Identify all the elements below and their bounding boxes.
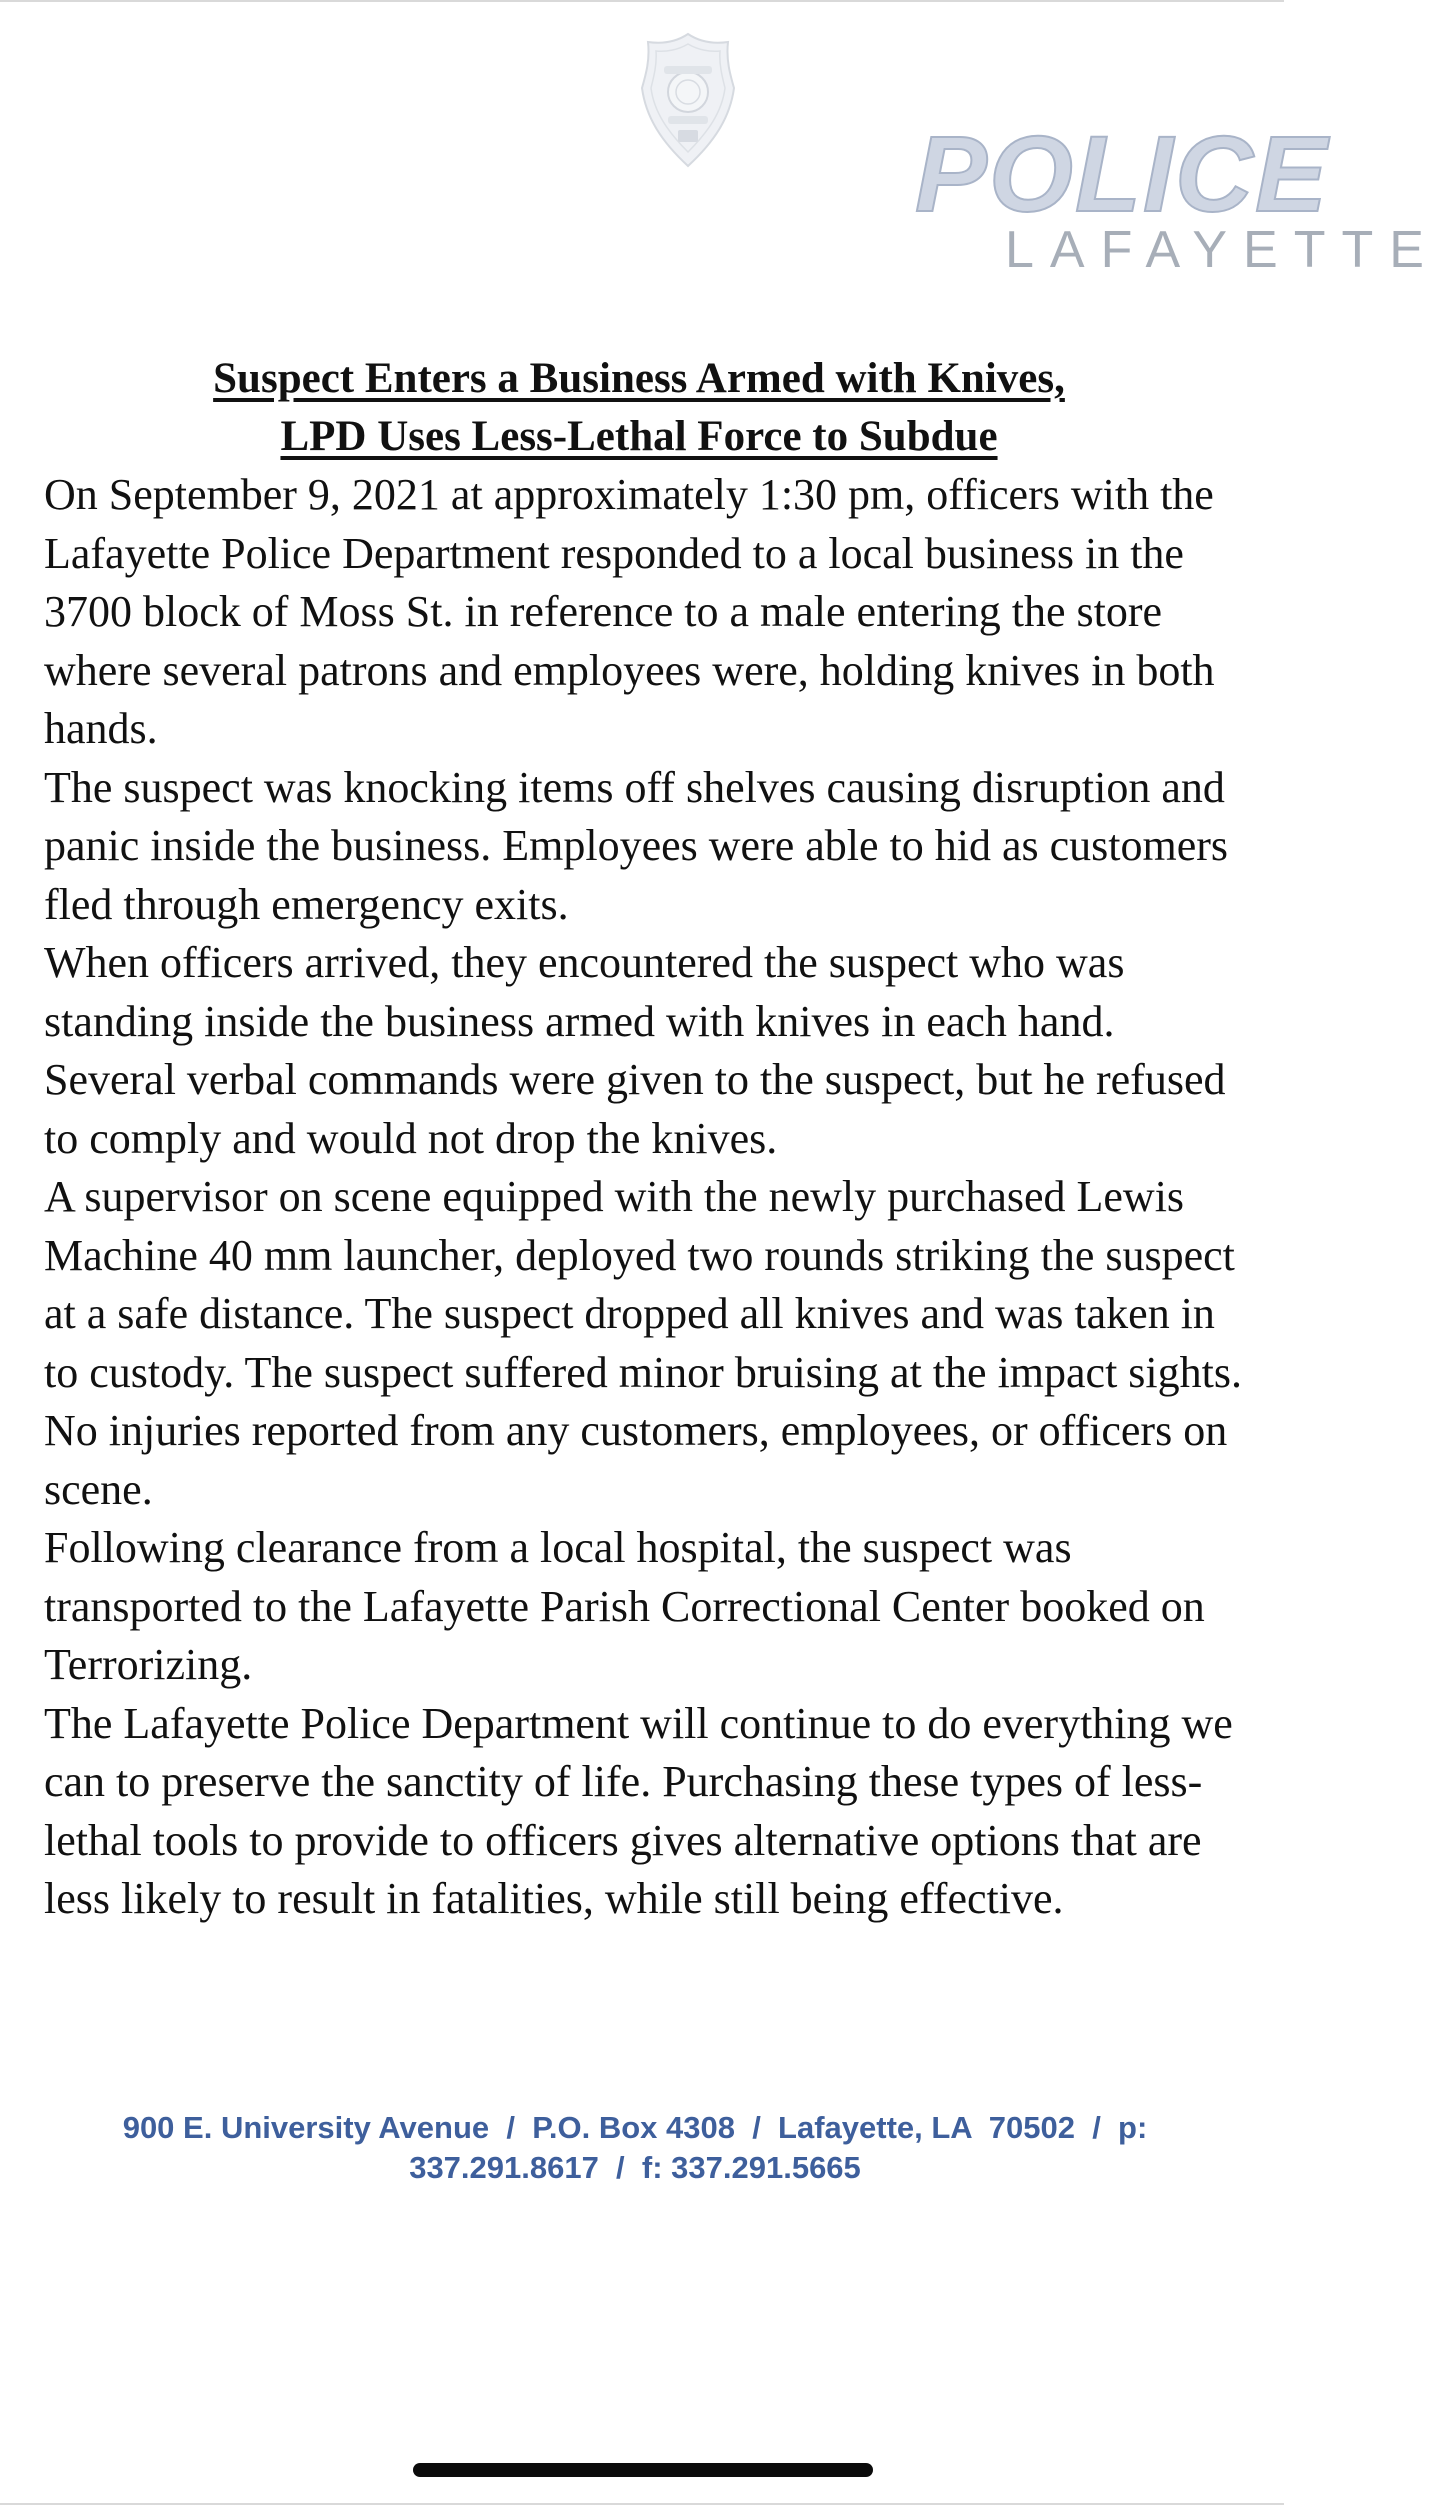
press-release <box>44 350 1244 1929</box>
police-badge-icon <box>640 30 736 170</box>
headline <box>44 350 1234 466</box>
headline-line-2: LPD Uses Less-Lethal Force to Subdue <box>280 413 998 460</box>
wordmark-police: POLICE <box>915 113 1330 234</box>
headline-line-1: Suspect Enters a Business Armed with Knives, <box>213 355 1065 402</box>
paragraph: The Lafayette Police Department will continue to do everything we can to preserve the sanctity of life. Purchasing these types of less-lethal tools to provide to officers gives alternative options that are less likely to result in fatalities, while still being effective. <box>44 1698 1233 1923</box>
footer-address-line-2: 337.291.8617 / f: 337.291.5665 <box>409 2150 861 2185</box>
home-indicator[interactable] <box>413 2463 873 2477</box>
paragraph: When officers arrived, they encountered the suspect who was standing inside the business armed with knives in each hand. Several verbal commands were given to the suspect, but he refused to comply and would not drop the knives. <box>44 938 1226 1163</box>
paragraph: Following clearance from a local hospital, the suspect was transported to the Lafayette Parish Correctional Center booked on Terrorizing. <box>44 1523 1205 1689</box>
department-wordmark <box>905 113 1440 280</box>
wordmark-lafayette: LAFAYETTE <box>1005 221 1440 279</box>
paragraph: A supervisor on scene equipped with the newly purchased Lewis Machine 40 mm launcher, deployed two rounds striking the suspect at a safe distance. The suspect dropped all knives and was taken in to custody. The suspect suffered minor bruising at the impact sights. No injuries reported from any customers, employees, or officers on scene. <box>44 1172 1242 1514</box>
footer-address-line-1: 900 E. University Avenue / P.O. Box 4308 / Lafayette, LA 70502 / p: <box>122 2110 1148 2145</box>
paragraph: The suspect was knocking items off shelves causing disruption and panic inside the business. Employees were able to hid as customers fled through emergency exits. <box>44 762 1229 929</box>
footer-address <box>40 2108 1230 2188</box>
paragraph: On September 9, 2021 at approximately 1:30 pm, officers with the Lafayette Police Department responded to a local business in the 3700 block of Moss St. in reference to a male entering the store where several patrons and employees were, holding knives in both hands. <box>44 470 1215 753</box>
letterhead <box>0 0 1440 300</box>
